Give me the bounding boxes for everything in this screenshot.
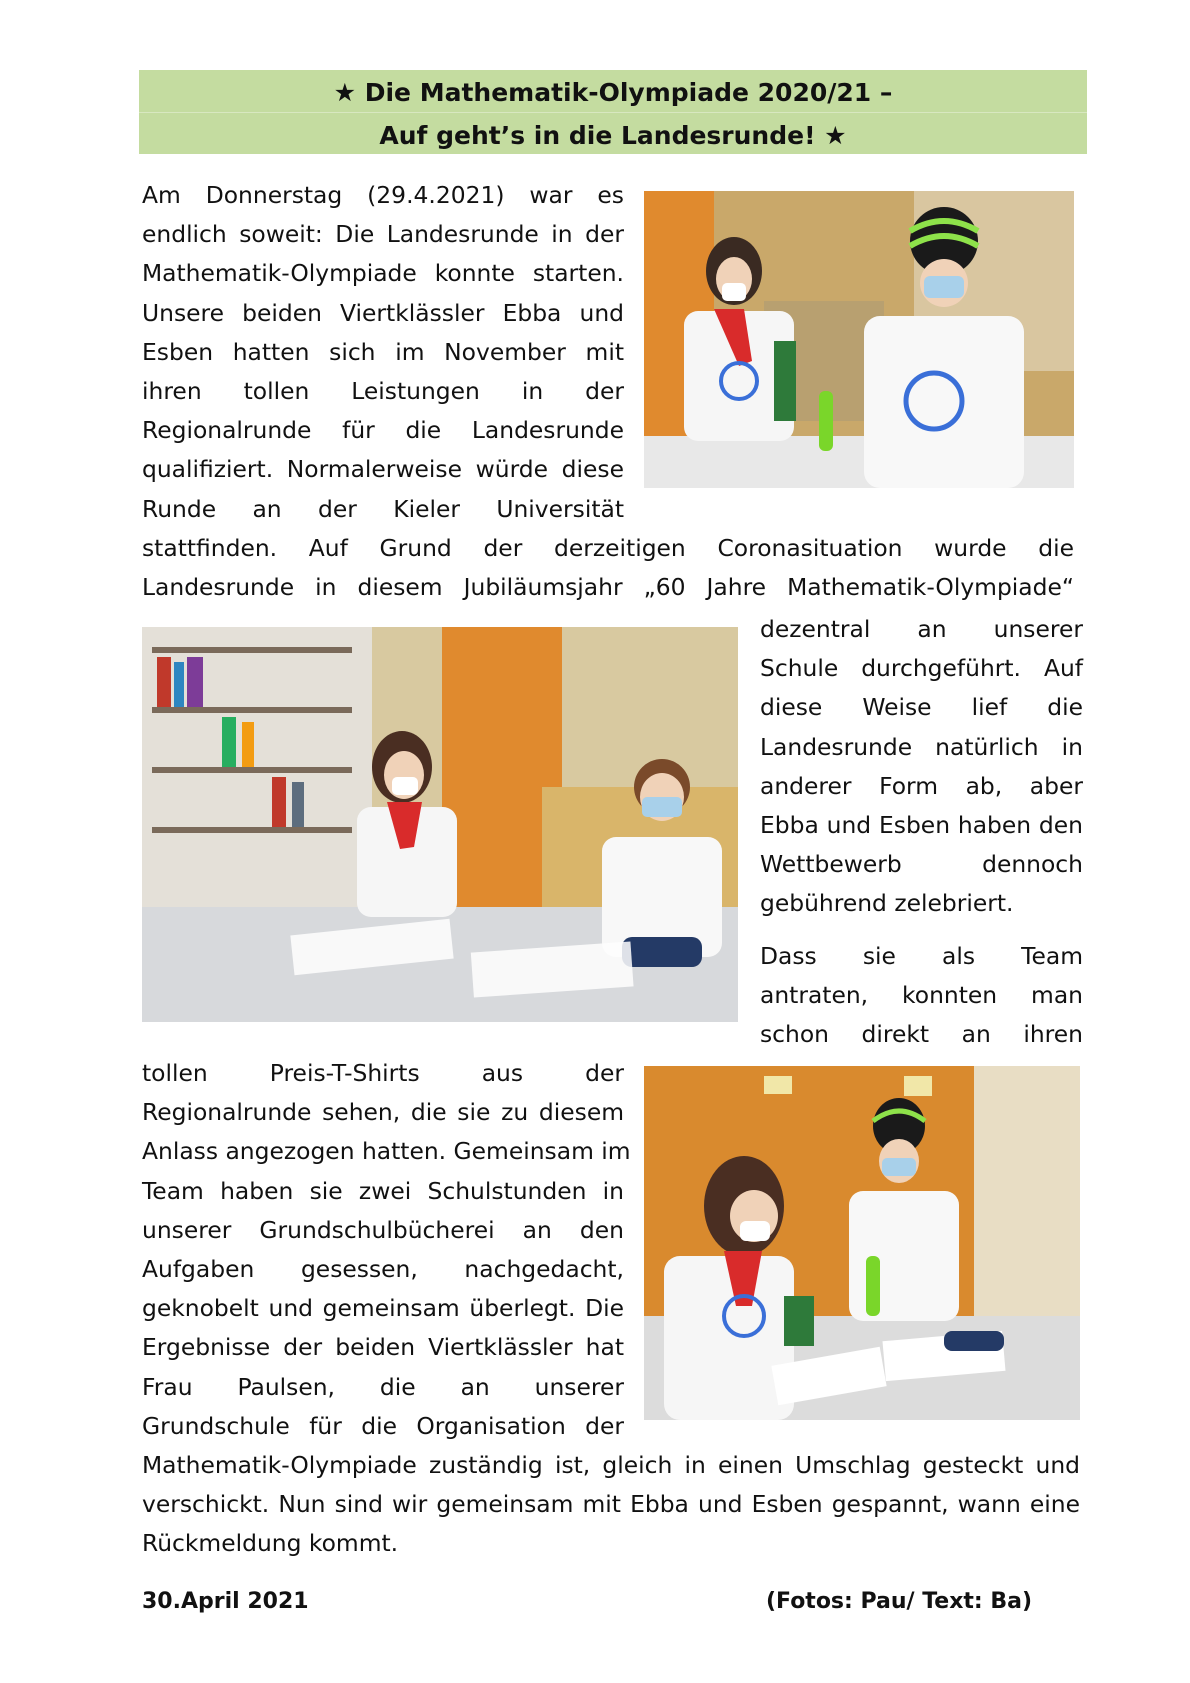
paragraph-continuation	[142, 529, 1074, 607]
text-line: Dass sie als Team	[760, 942, 1083, 970]
text-line: Mathematik-Olympiade konnte starten.	[142, 259, 624, 288]
text-line: Frau Paulsen, die an unserer	[142, 1372, 624, 1401]
text-line: Rückmeldung kommt.	[142, 1529, 399, 1558]
text-line: antraten, konnten man	[760, 981, 1083, 1010]
title-banner	[139, 70, 1087, 154]
text-line: Am Donnerstag (29.4.2021) war es	[142, 181, 624, 209]
text-line: endlich soweit: Die Landesrunde in der	[142, 220, 624, 249]
footer-date: 30.April 2021	[142, 1589, 309, 1614]
text-line: Ergebnisse der beiden Viertklässler hat	[142, 1333, 624, 1362]
text-line: tollen Preis-T-Shirts aus der	[142, 1059, 624, 1087]
paragraph-team	[760, 937, 1083, 1055]
paragraph-closing	[142, 1446, 1080, 1564]
paragraph-shirts	[142, 1054, 631, 1446]
paragraph-decentral	[760, 610, 1083, 924]
text-line: Team haben sie zwei Schulstunden in	[142, 1176, 624, 1205]
paragraph-intro	[142, 176, 624, 529]
text-line: Unsere beiden Viertklässler Ebba und	[142, 298, 624, 327]
text-line: Mathematik-Olympiade zuständig ist, gleich in einen Umschlag gesteckt und	[142, 1451, 1080, 1479]
text-line: Regionalrunde für die Landesrunde	[142, 416, 624, 445]
text-line: diese Weise lief die	[760, 693, 1083, 722]
text-line: anderer Form ab, aber	[760, 771, 1083, 800]
text-line: geknobelt und gemeinsam überlegt. Die	[142, 1294, 624, 1323]
text-line: Runde an der Kieler Universität	[142, 494, 624, 523]
text-line: dezentral an unserer	[760, 615, 1083, 643]
text-line: Ebba und Esben haben den	[760, 810, 1083, 839]
photo-children-at-table	[142, 627, 738, 1022]
text-line: unserer Grundschulbücherei an den	[142, 1215, 624, 1244]
text-line: gebührend zelebriert.	[760, 889, 1014, 918]
text-line: qualifiziert. Normalerweise würde diese	[142, 455, 624, 484]
text-line: Schule durchgeführt. Auf	[760, 654, 1083, 683]
text-line: Landesrunde in diesem Jubiläumsjahr „60 Jahre Mathematik-Olympiade“	[142, 573, 1074, 602]
photo-two-children-victory-sign	[644, 191, 1074, 488]
text-line: stattfinden. Auf Grund der derzeitigen Coronasituation wurde die	[142, 534, 1074, 562]
text-line: Anlass angezogen hatten. Gemeinsam im	[142, 1137, 631, 1166]
text-line: Grundschule für die Organisation der	[142, 1411, 624, 1440]
photo-children-working	[644, 1066, 1080, 1420]
text-line: Aufgaben gesessen, nachgedacht,	[142, 1254, 624, 1283]
text-line: Regionalrunde sehen, die sie zu diesem	[142, 1098, 624, 1127]
title-divider	[139, 112, 1087, 113]
footer-credits: (Fotos: Pau/ Text: Ba)	[766, 1589, 1033, 1614]
text-line: Esben hatten sich im November mit	[142, 337, 624, 366]
title-line-2: Auf geht’s in die Landesrunde! ★	[379, 121, 847, 150]
text-line: schon direkt an ihren	[760, 1020, 1083, 1049]
text-line: Landesrunde natürlich in	[760, 732, 1083, 761]
title-line-1: ★ Die Mathematik-Olympiade 2020/21 –	[333, 78, 893, 107]
text-line: verschickt. Nun sind wir gemeinsam mit Ebba und Esben gespannt, wann eine	[142, 1490, 1080, 1519]
text-line: Wettbewerb dennoch	[760, 850, 1083, 879]
text-line: ihren tollen Leistungen in der	[142, 376, 624, 405]
